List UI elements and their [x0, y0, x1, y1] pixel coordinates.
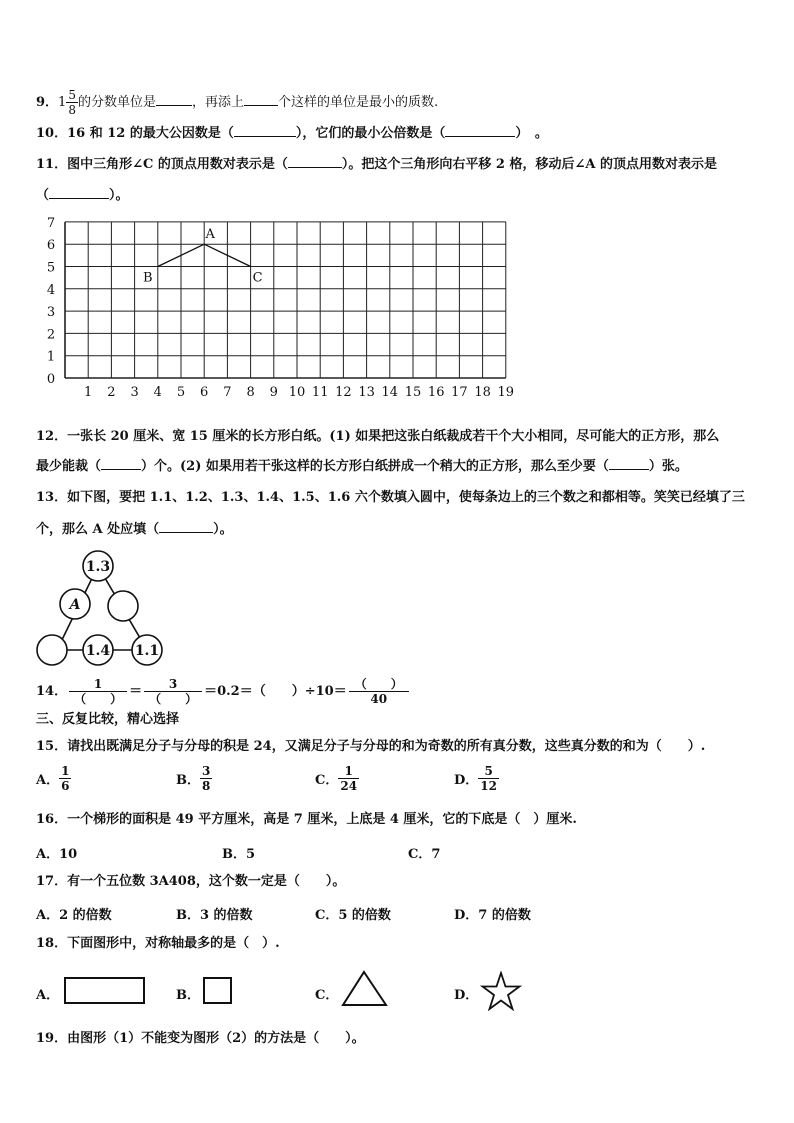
vertex-label: C	[252, 270, 263, 286]
y-tick-label: 3	[46, 305, 56, 321]
question-9: 9．1 $\frac{5}{8}$ 的分数单位是 ，再添上 个这样的单位是最小的质数.	[36, 88, 439, 117]
option-a[interactable]: A．2 的倍数	[36, 908, 112, 923]
x-tick-label: 6	[200, 385, 209, 400]
answer-blank[interactable]	[244, 93, 278, 106]
circle-bottom-left[interactable]	[37, 635, 67, 665]
x-tick-label: 13	[358, 385, 375, 400]
question-number: 11．	[36, 157, 68, 172]
x-tick-label: 4	[153, 385, 162, 400]
x-tick-label: 16	[427, 385, 445, 400]
x-axis-labels	[84, 385, 514, 400]
option-b[interactable]: B．5	[222, 847, 256, 862]
vertex-label: A	[205, 227, 215, 243]
option-b[interactable]: B． $\frac{3}{8}$	[176, 764, 211, 793]
question-15: 15．请找出既满足分子与分母的积是 24，又满足分子与分母的和为奇数的所有真分数，这些真分数的和为（ ）.	[36, 739, 706, 754]
question-number: 19．	[36, 1031, 68, 1046]
x-tick-label: 15	[404, 385, 422, 400]
x-tick-label: 9	[269, 385, 278, 400]
star-shape	[480, 971, 522, 1011]
answer-blank[interactable]	[445, 124, 515, 137]
question-12-line2: 最少能裁（ ）个。(2) 如果用若干张这样的长方形白纸拼成一个稍大的正方形，那么至少要（ ）张。	[36, 459, 688, 474]
x-tick-label: 17	[451, 385, 468, 400]
vertex-label: B	[143, 270, 153, 286]
question-number: 18．	[36, 936, 68, 951]
question-16: 16．一个梯形的面积是 49 平方厘米，高是 7 厘米，上底是 4 厘米，它的下底是（ ）厘米.	[36, 812, 577, 827]
question-number: 17．	[36, 874, 68, 889]
question-13: 13．如下图，要把 1.1、1.2、1.3、1.4、1.5、1.6 六个数填入圆中，使每条边上的三个数之和都相等。笑笑已经填了三	[36, 490, 745, 505]
rectangle-shape	[63, 976, 147, 1006]
question-number: 12．	[36, 429, 68, 444]
option-a[interactable]: A． $\frac{1}{6}$	[36, 764, 70, 793]
answer-blank[interactable]	[288, 155, 342, 168]
x-tick-label: 5	[176, 385, 186, 400]
answer-blank[interactable]	[159, 520, 213, 533]
y-tick-label: 6	[46, 238, 56, 254]
x-tick-label: 18	[474, 385, 491, 400]
y-axis-labels	[47, 216, 55, 387]
circle-left-mid-label: A	[69, 597, 81, 613]
y-tick-label: 5	[46, 260, 56, 276]
x-tick-label: 2	[107, 385, 116, 400]
question-12: 12．一张长 20 厘米、宽 15 厘米的长方形白纸。(1) 如果把这张白纸裁成若干个大小相同，尽可能大的正方形，那么	[36, 429, 720, 444]
fraction: $\frac{5}{8}$	[68, 88, 76, 117]
question-number: 16．	[36, 812, 68, 827]
x-tick-label: 10	[288, 385, 306, 400]
x-tick-label: 11	[311, 385, 329, 400]
option-d[interactable]: D．7 的倍数	[454, 908, 531, 923]
circle-bottom-right-label: 1.1	[134, 643, 160, 659]
question-number: 15．	[36, 739, 68, 754]
question-number: 14．	[36, 684, 68, 699]
question-14: 14． $\frac{1}{( )}$ ＝ $\frac{3}{( )}$ ＝0.2＝（ ）÷10＝ $\frac{( )}{40}$	[36, 677, 411, 707]
answer-blank[interactable]	[49, 186, 109, 199]
fraction: $\frac{1}{( )}$	[69, 677, 127, 706]
option-d[interactable]: D．	[454, 988, 479, 1003]
question-13-line2: 个，那么 A 处应填（ ）。	[36, 522, 233, 537]
answer-blank[interactable]	[609, 457, 649, 470]
x-tick-label: 7	[223, 385, 232, 400]
x-tick-label: 3	[130, 385, 139, 400]
x-tick-label: 12	[335, 385, 352, 400]
option-a[interactable]: A．10	[36, 847, 78, 862]
question-11-line2: （ ）。	[36, 188, 129, 203]
square-shape	[202, 976, 234, 1006]
circle-right-mid[interactable]	[108, 591, 138, 621]
option-c[interactable]: C．7	[408, 847, 441, 862]
answer-blank[interactable]	[101, 457, 141, 470]
y-tick-label: 0	[46, 372, 56, 387]
question-17: 17．有一个五位数 3A408，这个数一定是（ ）。	[36, 874, 346, 889]
y-tick-label: 2	[46, 327, 56, 343]
grid-lines	[65, 222, 506, 378]
question-10: 10．16 和 12 的最大公因数是（ ），它们的最小公倍数是（ ） 。	[36, 126, 548, 141]
option-b[interactable]: B．3 的倍数	[176, 908, 253, 923]
question-number: 9．	[36, 95, 59, 110]
x-tick-label: 1	[84, 385, 93, 400]
coordinate-grid	[28, 208, 528, 413]
option-d[interactable]: D． $\frac{5}{12}$	[454, 764, 497, 793]
y-tick-label: 7	[46, 215, 56, 231]
answer-blank[interactable]	[234, 124, 296, 137]
circle-bottom-mid-label: 1.4	[85, 643, 111, 659]
answer-blank[interactable]	[156, 93, 192, 106]
question-number: 13．	[36, 490, 68, 505]
triangle-shape	[340, 969, 390, 1009]
y-tick-label: 4	[46, 282, 56, 298]
circle-triangle-diagram	[34, 548, 164, 668]
x-tick-label: 14	[381, 385, 399, 400]
question-11: 11．图中三角形∠C 的顶点用数对表示是（ ）。把这个三角形向右平移 2 格，移动后∠A 的顶点用数对表示是	[36, 157, 717, 172]
question-number: 10．	[36, 126, 68, 141]
triangle-abc	[143, 227, 263, 285]
circle-top-label: 1.3	[85, 559, 111, 575]
y-tick-label: 1	[46, 349, 56, 365]
fraction: $\frac{3}{( )}$	[144, 677, 202, 706]
section-heading: 三、反复比较，精心选择	[36, 712, 180, 727]
x-tick-label: 19	[497, 385, 515, 400]
option-b[interactable]: B．	[176, 988, 200, 1003]
option-c[interactable]: C．5 的倍数	[315, 908, 391, 923]
fraction: $\frac{( )}{40}$	[349, 677, 409, 706]
x-tick-label: 8	[246, 385, 255, 400]
option-c[interactable]: C． $\frac{1}{24}$	[315, 764, 358, 793]
mixed-number-whole: 1	[58, 95, 67, 110]
option-a[interactable]: A．	[36, 988, 60, 1003]
question-19: 19．由图形（1）不能变为图形（2）的方法是（ ）。	[36, 1031, 365, 1046]
option-c[interactable]: C．	[315, 988, 339, 1003]
question-18: 18．下面图形中，对称轴最多的是（ ）.	[36, 936, 280, 951]
